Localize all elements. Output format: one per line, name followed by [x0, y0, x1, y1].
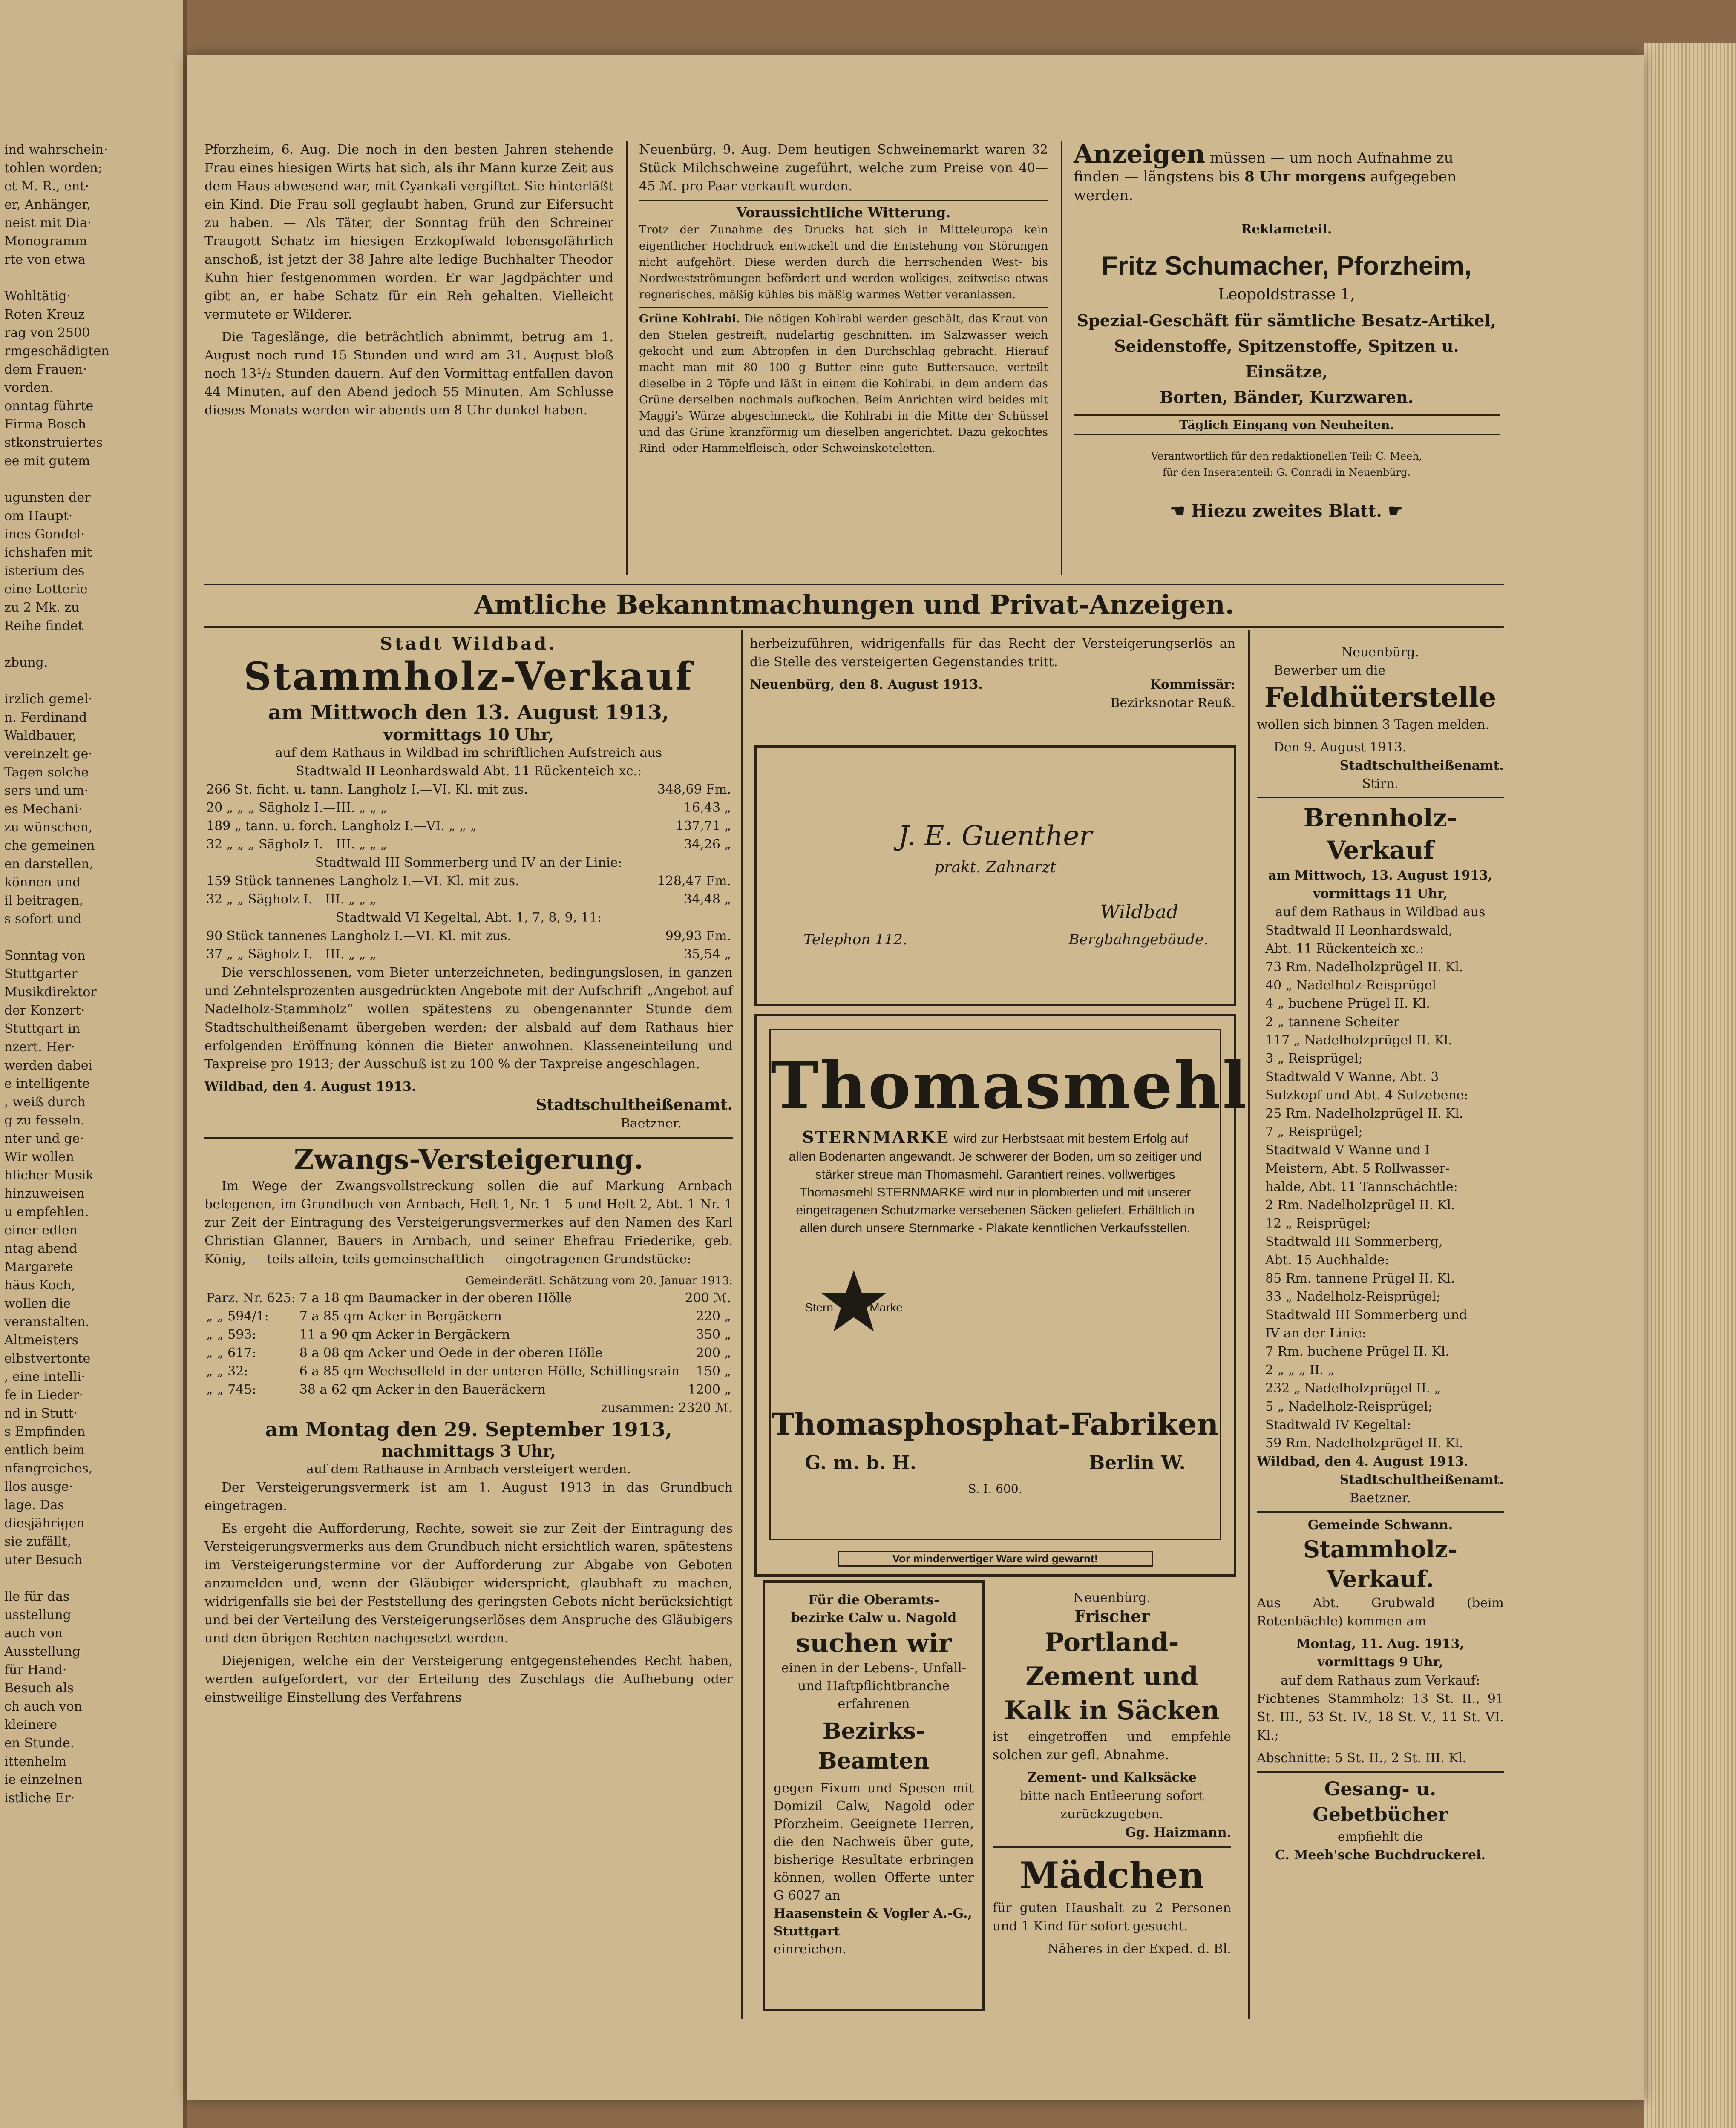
list-item: Stadtwald III Sommerberg und	[1265, 1308, 1468, 1323]
table-cell: 220 „	[696, 1309, 731, 1324]
table-cell: 20 „ „ „ Sägholz I.—III. „ „ „	[206, 800, 387, 815]
rule	[639, 200, 1048, 201]
stammholz-date: am Mittwoch den 13. August 1913,	[268, 701, 669, 725]
brennholz-where: auf dem Rathaus in Wildbad aus	[1275, 905, 1486, 920]
stammholz-table-1	[204, 780, 733, 854]
table-cell: 99,93 Fm.	[665, 929, 731, 943]
table-cell: 7 a 85 qm Acker in Bergäckern	[299, 1309, 502, 1324]
rule	[639, 307, 1048, 308]
rule	[1061, 141, 1062, 575]
list-item: Stadtwald V Wanne, Abt. 3	[1265, 1070, 1439, 1084]
thomasmehl-inner-frame	[769, 1029, 1249, 1540]
thomasmehl-ad	[754, 1014, 1249, 1577]
zwang-total: 2320 ℳ.	[678, 1400, 733, 1415]
bezirks-t2: bezirke Calw u. Nagold	[791, 1610, 957, 1625]
schwann-time: vormittags 9 Uhr,	[1317, 1655, 1443, 1670]
table-cell: „ „ 594/1:	[206, 1309, 269, 1324]
schwann-town: Gemeinde Schwann.	[1307, 1518, 1453, 1533]
maedchen-info: Näheres in der Exped. d. Bl.	[1047, 1941, 1231, 1956]
news-pforzheim: Pforzheim, 6. Aug. Die noch in den besten Jahren stehende Frau eines hiesigen Wirts hat sich, als ihr Mann kurze Zeit aus dem Haus abwesend war, mit Cyankali vergiftet. Sie hinterläßt ein Kind. Die Frau soll geglaubt haben, Grund zur Eifersucht zu haben. — Als Täter, der Sonntag früh den Schreiner Traugott Schatz im hiesigen Erzkopfwald lebensgefährlich anschoß, ist jetzt der 38 Jahre alte ledige Buchhalter Theodor Kuhn hier festgenommen worden. Er war Jagdpächter und gibt an, er habe Schatz für ein Reh gehalten. Vielleicht vermutete er Wilderer.	[204, 142, 613, 322]
rule	[204, 626, 1504, 628]
stammholz-table-3	[204, 927, 733, 963]
table-cell: 37 „ „ Sägholz I.—III. „ „ „	[206, 947, 377, 962]
news-pforzheim-column	[204, 141, 613, 424]
gesang-title: Gesang- u. Gebetbücher	[1313, 1778, 1448, 1826]
rule	[1257, 1771, 1504, 1773]
schumacher-line1: Spezial-Geschäft für sämtliche Besatz-Artikel,	[1077, 311, 1497, 330]
schumacher-firm: Fritz Schumacher, Pforzheim,	[1101, 251, 1472, 281]
page-edges	[1644, 43, 1736, 2128]
thomasmehl-gmbh: G. m. b. H.	[805, 1452, 917, 1474]
zwang-p2: Es ergeht die Aufforderung, Rechte, soweit sie zur Zeit der Eintragung des Versteigerungsvermerks aus dem Grundbuch nicht ersichtlich waren, spätestens im Versteigerungstermine vor der Aufforderung zur Abgabe von Geboten anzumelden und, wenn der Gläubiger widerspricht, glaubhaft zu machen, widrigenfalls sie bei der Feststellung des geringsten Gebots nicht berücksichtigt und bei der Verteilung des Versteigerungserlöses dem Anspruche des Gläubigers und den übrigen Rechten nachgesetzt werden.	[204, 1521, 733, 1646]
zweites-blatt-text: Hiezu zweites Blatt.	[1191, 501, 1382, 521]
schwann-title: Stammholz-Verkauf.	[1303, 1536, 1458, 1593]
table-cell: 1200 „	[688, 1382, 731, 1397]
schwann-abschnitte: Abschnitte: 5 St. II., 2 St. III. Kl.	[1257, 1751, 1466, 1766]
schwann-date: Montag, 11. Aug. 1913,	[1296, 1636, 1464, 1651]
zweites-blatt: ☚ Hiezu zweites Blatt. ☛	[1170, 501, 1403, 521]
news-tageslaenge: Die Tageslänge, die beträchtlich abnimmt, betrug am 1. August noch rund 15 Stunden und wird am 31. August bloß noch 13¹/₂ Stunden dauern. Auf den Vormittag entfallen davon 44 Minuten, auf den Abend jedoch 55 Minuten. Am Schlusse dieses Monats werden wir abends um 8 Uhr dunkel haben.	[204, 330, 613, 418]
table-cell: 11 a 90 qm Acker in Bergäckern	[299, 1327, 510, 1342]
stammholz-where: auf dem Rathaus in Wildbad im schriftlichen Aufstreich aus	[275, 745, 662, 760]
guenther-city: Wildbad	[1100, 901, 1178, 923]
list-item: 4 „ buchene Prügel II. Kl.	[1265, 996, 1430, 1011]
table-cell: 32 „ „ „ Sägholz I.—III. „ „ „	[206, 837, 387, 852]
thomasmehl-brand: STERNMARKE	[802, 1127, 950, 1147]
list-item: Abt. 11 Rückenteich xc.:	[1265, 941, 1424, 956]
table-cell: 34,26 „	[684, 837, 731, 852]
guenther-title: prakt. Zahnarzt	[934, 859, 1056, 876]
brennholz-time: vormittags 11 Uhr,	[1313, 886, 1448, 901]
bezirks-t5: Bezirks-Beamten	[818, 1718, 930, 1774]
schwann-text: Aus Abt. Grubwald (beim Rotenbächle) kommen am	[1257, 1596, 1504, 1629]
thomasmehl-warning: Vor minderwertiger Ware wird gewarnt!	[838, 1551, 1153, 1567]
gesang-firm: C. Meeh'sche Buchdruckerei.	[1275, 1848, 1486, 1863]
responsible-1: Verantwortlich für den redaktionellen Teil: C. Meeh,	[1151, 450, 1422, 462]
weather-text: Trotz der Zunahme des Drucks hat sich in Mitteleuropa kein eigentlicher Hochdruck entwickelt und die Entstehung von Störungen nicht aufgehört. Diese werden durch die herrschenden West- bis Nordwestströmungen befördert und werden wolkiges, zeitweise etwas regnerisches, mäßig kühles bis mäßig warmes Wetter veranlassen.	[639, 224, 1048, 301]
zwang-notar: Bezirksnotar Reuß.	[1110, 696, 1235, 710]
zwang-where: auf dem Rathause in Arnbach versteigert werden.	[306, 1462, 631, 1477]
kohlrabi-text: Die nötigen Kohlrabi werden geschält, das Kraut von den Stielen gestreift, nudelartig geschnitten, im Salzwasser weich gekocht und zum Abtropfen in den Durchschlag gebracht. Hierauf macht man mit 80—100 g Butter eine gute Buttersauce, verteilt dieselbe in 2 Töpfe und läßt in einem die Kohlrabi, in dem andern das Grüne derselben nochmals aufkochen. Beim Anrichten wird beides mit Maggi's Würze abgeschmeckt, die Kohlrabi in die Mitte der Schüssel und das Grüne kranzförmig um dieselben angerichtet. Dazu gekochtes Rind- oder Hammelfleisch, oder Schweinskoteletten.	[639, 313, 1048, 455]
thomasmehl-code: S. I. 600.	[968, 1482, 1022, 1496]
feldhueter-text: wollen sich binnen 3 Tagen melden.	[1257, 717, 1489, 732]
rule	[204, 1137, 733, 1139]
feldhueter-town: Neuenbürg.	[1341, 645, 1419, 660]
zwang-komm: Kommissär:	[1150, 677, 1235, 692]
feldhueter-office: Stadtschultheißenamt.	[1339, 758, 1504, 773]
list-item: 7 Rm. buchene Prügel II. Kl.	[1265, 1344, 1449, 1359]
zwang-cont: herbeizuführen, widrigenfalls für das Recht der Versteigerungserlös an die Stelle des versteigerten Gegenstandes tritt.	[750, 636, 1235, 670]
anzeigen-text3: aufgegeben werden.	[1074, 168, 1457, 204]
reklame-label: Reklameteil.	[1241, 222, 1332, 237]
rule	[1248, 630, 1250, 2019]
kohlrabi-title: Grüne Kohlrabi.	[639, 313, 740, 325]
bezirks-t4: einen in der Lebens-, Unfall- und Haftpflichtbranche erfahrenen	[781, 1661, 967, 1711]
table-row	[204, 1289, 733, 1307]
zement-ad	[993, 1589, 1231, 1958]
zwang-title: Zwangs-Versteigerung.	[294, 1144, 644, 1176]
list-item: Sulzkopf und Abt. 4 Sulzebene:	[1265, 1088, 1468, 1103]
anzeigen-text1: müssen — um noch Aufnahme zu finden — längstens bis	[1074, 150, 1454, 185]
list-item: 117 „ Nadelholzprügel II. Kl.	[1265, 1033, 1452, 1048]
list-item: 2 „ tannene Scheiter	[1265, 1015, 1399, 1029]
left-page-fragment: ind wahrschein· tohlen worden; et M. R., ent· er, Anhänger, neist mit Dia· Monogramm rte von etwa Wohltätig· Roten Kreuz rag von 2500 rmgeschädigten dem Frauen· vorden. onntag führte Firma Bosch stkonstruiertes ee mit gutem ugunsten der om Haupt· ines Gondel· ichshafen mit isterium des eine Lotterie zu 2 Mk. zu Reihe findet zbung. irzlich gemel· n. Ferdinand Waldbauer, vereinzelt ge· Tagen solche sers und um· es Mechani· zu wünschen, che gemeinen en darstellen, können und il beitragen, s sofort und Sonntag von Stuttgarter Musikdirektor der Konzert· Stuttgart in nzert. Her· werden dabei e intelligente , weiß durch g zu fesseln. nter und ge· Wir wollen hlicher Musik hinzuweisen u empfehlen. einer edlen ntag abend Margarete häus Koch, wollen die veranstalten. Altmeisters elbstvertonte , eine intelli· fe in Lieder· nd in Stutt· s Empfinden entlich beim nfangreiches, llos ausge· lage. Das diesjährigen sie zufällt, uter Besuch lle für das usstellung auch von Ausstellung für Hand· Besuch als ch auch von kleinere en Stunde. ittenhelm ie einzelnen istliche Er·	[4, 142, 109, 1806]
zement-text2: bitte nach Entleerung sofort zurückzugeben.	[1019, 1789, 1204, 1822]
bezirks-t7: Haasenstein & Vogler A.-G., Stuttgart	[774, 1906, 972, 1939]
table-row	[204, 817, 733, 835]
zwang-table	[204, 1289, 733, 1399]
zwang-time: nachmittags 3 Uhr,	[381, 1441, 556, 1461]
list-item: 85 Rm. tannene Prügel II. Kl.	[1265, 1271, 1455, 1286]
table-row	[204, 1380, 733, 1399]
rule	[1257, 797, 1504, 798]
anzeigen-time: 8 Uhr	[1244, 168, 1290, 185]
table-cell: 348,69 Fm.	[657, 782, 731, 797]
news-neuenbuerg: Neuenbürg, 9. Aug. Dem heutigen Schweinemarkt waren 32 Stück Milchschweine zugeführt, welche zum Preise von 40—45 ℳ. pro Paar verkauft wurden.	[639, 142, 1048, 194]
bezirks-t8: einreichen.	[774, 1942, 847, 1957]
thomasmehl-text: wird zur Herbstsaat mit bestem Erfolg auf allen Bodenarten angewandt. Je schwerer der Boden, um so zeitiger und stärker streue man Thomasmehl. Garantiert reines, vollwertiges Thomasmehl STERNMARKE wird nur in plombierten und mit unserer eingetragenen Schutzmarke versehenen Säcken geliefert. Erhältlich in allen durch unsere Sternmarke - Plakate kenntlichen Verkaufsstellen.	[789, 1132, 1202, 1235]
thomasmehl-city: Berlin W.	[1089, 1452, 1186, 1474]
stammholz-name: Baetzner.	[620, 1116, 682, 1131]
anzeigen-word: Anzeigen	[1074, 139, 1205, 169]
list-item: 73 Rm. Nadelholzprügel II. Kl.	[1265, 960, 1463, 975]
list-item: Meistern, Abt. 5 Rollwasser-	[1265, 1161, 1450, 1176]
table-cell: 35,54 „	[684, 947, 731, 962]
list-item: 2 Rm. Nadelholzprügel II. Kl.	[1265, 1198, 1455, 1213]
stammholz-title: Stammholz-Verkauf	[244, 654, 694, 699]
table-row	[204, 890, 733, 909]
zement-text: ist eingetroffen und empfehle solchen zur gefl. Abnahme.	[993, 1729, 1231, 1763]
zement-town: Neuenbürg.	[1073, 1590, 1151, 1605]
table-row	[204, 872, 733, 890]
table-row	[204, 1344, 733, 1362]
brennholz-dateline: Wildbad, den 4. August 1913.	[1257, 1454, 1468, 1469]
anzeigen-text2: morgens	[1295, 168, 1366, 185]
schumacher-street: Leopoldstrasse 1,	[1218, 286, 1355, 303]
table-cell: 8 a 08 qm Acker und Oede in der oberen Hölle	[299, 1346, 603, 1360]
table-row	[204, 1326, 733, 1344]
list-item: Stadtwald III Sommerberg,	[1265, 1234, 1443, 1249]
guenther-name: J. E. Guenther	[898, 820, 1092, 852]
stammholz-wald3: Stadtwald VI Kegeltal, Abt. 1, 7, 8, 9, 11:	[335, 910, 602, 925]
star-marke: Marke	[869, 1301, 903, 1314]
list-item: 7 „ Reisprügel;	[1265, 1124, 1363, 1139]
zwang-schaetzung: Gemeinderätl. Schätzung vom 20. Januar 1913:	[465, 1274, 733, 1287]
stammholz-ad	[204, 635, 733, 1711]
zement-title: Portland-Zement und Kalk in Säcken	[1004, 1628, 1220, 1725]
table-cell: 150 „	[696, 1364, 731, 1379]
table-row	[204, 1307, 733, 1326]
maedchen-text: für guten Haushalt zu 2 Personen und 1 Kind für sofort gesucht.	[993, 1901, 1231, 1934]
table-row	[204, 945, 733, 963]
thomasmehl-title: Thomasmehl	[771, 1048, 1249, 1123]
star-stern: Stern	[805, 1301, 833, 1314]
zement-fresh: Frischer	[1074, 1607, 1150, 1626]
maedchen-title: Mädchen	[1019, 1854, 1204, 1896]
table-cell: 200 ℳ.	[685, 1291, 731, 1306]
feldhueter-title: Feldhüterstelle	[1264, 682, 1497, 713]
stammholz-time: vormittags 10 Uhr,	[383, 725, 554, 744]
table-cell: „ „ 745:	[206, 1382, 256, 1397]
list-item: 3 „ Reisprügel;	[1265, 1051, 1363, 1066]
feldhueter-date: Den 9. August 1913.	[1274, 740, 1407, 755]
list-item: Abt. 15 Auchhalde:	[1265, 1253, 1389, 1268]
list-item: Stadtwald V Wanne und I	[1265, 1143, 1430, 1158]
list-item: 232 „ Nadelholzprügel II. „	[1265, 1381, 1441, 1396]
table-cell: „ „ 617:	[206, 1346, 256, 1360]
schumacher-daily: Täglich Eingang von Neuheiten.	[1074, 414, 1500, 435]
weather-title: Voraussichtliche Witterung.	[736, 204, 951, 221]
table-cell: 6 a 85 qm Wechselfeld in der unteren Hölle, Schillingsrain	[299, 1364, 679, 1379]
section-title: Amtliche Bekanntmachungen und Privat-Anzeigen.	[474, 589, 1235, 620]
stammholz-wald1: Stadtwald II Leonhardswald Abt. 11 Rückenteich xc.:	[295, 764, 642, 779]
star-logo	[805, 1269, 903, 1314]
guenther-ad	[754, 745, 1236, 1006]
table-cell: 128,47 Fm.	[657, 874, 731, 889]
zement-bold: Zement- und Kalksäcke	[1027, 1770, 1197, 1785]
stammholz-table-2	[204, 872, 733, 909]
list-item: IV an der Linie:	[1265, 1326, 1366, 1341]
newspaper-page	[187, 55, 1644, 2100]
zement-name: Gg. Haizmann.	[1125, 1825, 1231, 1840]
anzeigen-column	[1074, 139, 1500, 521]
table-row	[204, 1362, 733, 1380]
stammholz-wald2: Stadtwald III Sommerberg und IV an der Linie:	[315, 855, 622, 870]
table-row	[204, 799, 733, 817]
table-cell: „ „ 32:	[206, 1364, 248, 1379]
list-item: 40 „ Nadelholz-Reisprügel	[1265, 978, 1437, 993]
table-cell: 350 „	[696, 1327, 731, 1342]
list-item: 33 „ Nadelholz-Reisprügel;	[1265, 1289, 1441, 1304]
list-item: 59 Rm. Nadelholzprügel II. Kl.	[1265, 1436, 1463, 1451]
thomasmehl-firm: Thomasphosphat-Fabriken	[772, 1406, 1219, 1442]
list-item: 25 Rm. Nadelholzprügel II. Kl.	[1265, 1106, 1463, 1121]
list-item: 2 „ „ „ II. „	[1265, 1363, 1335, 1377]
rule	[626, 141, 628, 575]
table-cell: „ „ 593:	[206, 1327, 256, 1342]
table-cell: 189 „ tann. u. forch. Langholz I.—VI. „ „ „	[206, 819, 477, 834]
table-cell: 200 „	[696, 1346, 731, 1360]
table-cell: 34,48 „	[684, 892, 731, 907]
table-row	[204, 835, 733, 854]
schumacher-line3: Borten, Bänder, Kurzwaren.	[1160, 388, 1414, 407]
list-item: Stadtwald IV Kegeltal:	[1265, 1418, 1411, 1432]
stammholz-body: Die verschlossenen, vom Bieter unterzeichneten, bedingungslosen, in ganzen und Zehntelsprozenten ausgedrückten Angebote mit der Aufschrift „Angebot auf Nadelholz-Stammholz“ wollen spätestens zu obengenannter Stunde dem Stadtschultheißenamt übergeben werden; der alsbald auf dem Rathaus hier erfolgenden Eröffnung können die Bieter anwohnen. Klasseneinteilung und Taxpreise pro 1913; der Ausschuß ist zu 100 % der Taxpreise angeschlagen.	[204, 965, 733, 1072]
table-cell: 7 a 18 qm Baumacker in der oberen Hölle	[299, 1291, 572, 1306]
bezirks-t3: suchen wir	[795, 1628, 952, 1658]
bezirks-beamten-ad	[763, 1580, 985, 2011]
stammholz-town: Stadt Wildbad.	[380, 634, 557, 654]
rule	[1257, 1511, 1504, 1513]
bezirks-t1: Für die Oberamts-	[808, 1593, 939, 1608]
feldhueter-t1: Bewerber um die	[1274, 663, 1386, 678]
zwang-p1: Der Versteigerungsvermerk ist am 1. August 1913 in das Grundbuch eingetragen.	[204, 1480, 733, 1513]
brennholz-list	[1257, 921, 1504, 1452]
brennholz-office: Stadtschultheißenamt.	[1339, 1472, 1504, 1487]
list-item: 12 „ Reisprügel;	[1265, 1216, 1371, 1231]
table-cell: 266 St. ficht. u. tann. Langholz I.—VI. Kl. mit zus.	[206, 782, 528, 797]
table-cell: 90 Stück tannenes Langholz I.—VI. Kl. mit zus.	[206, 929, 511, 943]
table-row	[204, 780, 733, 799]
schwann-where: auf dem Rathaus zum Verkauf:	[1280, 1673, 1480, 1688]
guenther-addr: Bergbahngebäude.	[1068, 931, 1208, 948]
zwang-dateline: Neuenbürg, den 8. August 1913.	[750, 677, 983, 692]
table-cell: 16,43 „	[684, 800, 731, 815]
table-cell: Parz. Nr. 625:	[206, 1291, 296, 1306]
news-neuenbuerg-column	[639, 141, 1048, 461]
guenther-phone: Telephon 112.	[803, 931, 907, 948]
table-row	[204, 927, 733, 945]
rule	[993, 1846, 1231, 1848]
brennholz-title: Brennholz-Verkauf	[1303, 803, 1457, 865]
schwann-items: Fichtenes Stammholz: 13 St. II., 91 St. III., 53 St. IV., 18 St. V., 11 St. VI. Kl.;	[1257, 1691, 1504, 1743]
zwang-body: Im Wege der Zwangsvollstreckung sollen die auf Markung Arnbach belegenen, im Grundbuch von Arnbach, Heft 1, Nr. 1—5 und Heft 2, Abt. 1 Nr. 1 zur Zeit der Eintragung des Versteigerungsvermerkes auf den Namen des Karl Christian Glanner, Bauers in Arnbach, und seiner Ehefrau Friederike, geb. König, — teils allein, teils gemeinschaftlich — eingetragenen Grundstücke:	[204, 1179, 733, 1267]
list-item: halde, Abt. 11 Tannschächtle:	[1265, 1179, 1458, 1194]
schumacher-line2: Seidenstoffe, Spitzenstoffe, Spitzen u. Einsätze,	[1114, 336, 1459, 381]
stammholz-dateline: Wildbad, den 4. August 1913.	[204, 1079, 416, 1094]
zwang-total-label: zusammen:	[601, 1400, 674, 1415]
bezirks-t6: gegen Fixum und Spesen mit Domizil Calw, Nagold oder Pforzheim. Geeignete Herren, die den Nachweis über gute, bisherige Resultate erbringen können, wollen Offerte unter G 6027 an	[774, 1781, 974, 1903]
table-cell: 159 Stück tannenes Langholz I.—VI. Kl. mit zus.	[206, 874, 519, 889]
brennholz-name: Baetzner.	[1350, 1491, 1411, 1506]
rule	[204, 584, 1504, 585]
rule	[741, 630, 743, 2019]
stammholz-office: Stadtschultheißenamt.	[535, 1096, 733, 1114]
zwang-p3: Diejenigen, welche ein der Versteigerung entgegenstehendes Recht haben, werden aufgefordert, vor der Erteilung des Zuschlags die Aufhebung oder einstweilige Einstellung des Verfahrens	[204, 1654, 733, 1705]
gesang-text: empfiehlt die	[1337, 1829, 1423, 1844]
brennholz-date: am Mittwoch, 13. August 1913,	[1268, 868, 1493, 883]
zwang-continuation	[750, 635, 1235, 712]
zwang-date: am Montag den 29. September 1913,	[265, 1418, 672, 1441]
table-cell: 137,71 „	[675, 819, 731, 834]
table-cell: 32 „ „ Sägholz I.—III. „ „ „	[206, 892, 377, 907]
list-item: 5 „ Nadelholz-Reisprügel;	[1265, 1399, 1433, 1414]
list-item: Stadtwald II Leonhardswald,	[1265, 923, 1453, 938]
right-column	[1257, 643, 1504, 1864]
table-cell: 38 a 62 qm Acker in den Baueräckern	[299, 1382, 546, 1397]
feldhueter-name: Stirn.	[1362, 776, 1399, 791]
responsible-2: für den Inseratenteil: G. Conradi in Neuenbürg.	[1162, 466, 1411, 478]
